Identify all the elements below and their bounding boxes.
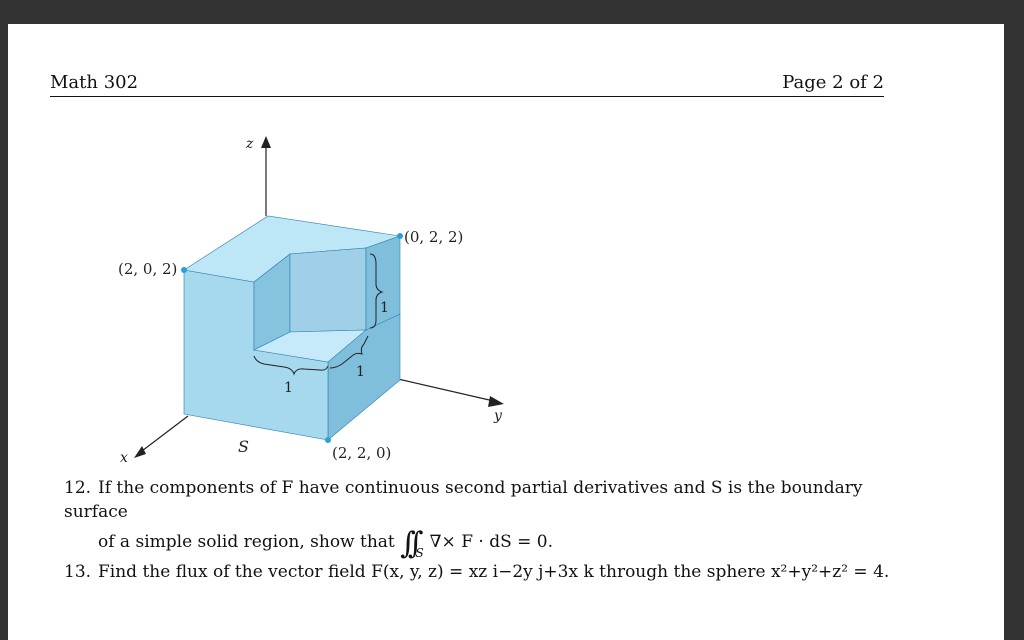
y-axis-arrow: [488, 396, 504, 407]
point-label-bottom: (2, 2, 0): [332, 444, 392, 462]
problem-text-line2: of a simple solid region, show that: [98, 532, 395, 552]
point-bottom: [325, 437, 331, 443]
problem-12: [64, 476, 904, 565]
point-label-top-left: (2, 0, 2): [118, 260, 178, 278]
problem-13: [64, 560, 904, 584]
z-axis-arrow: [261, 136, 271, 148]
document-page: [8, 24, 1004, 640]
y-axis: [398, 379, 498, 402]
page-number: Page 2 of 2: [782, 72, 884, 93]
integral-expression: ∇× F · dS = 0.: [429, 532, 553, 552]
y-axis-label: y: [494, 408, 502, 424]
z-axis-label: z: [246, 136, 254, 152]
x-axis-label: x: [120, 450, 128, 466]
x-axis: [138, 416, 188, 454]
problem-number: 12.: [64, 478, 92, 498]
problem-text-line1: If the components of F have continuous second partial derivatives and S is the boundary surface: [64, 478, 863, 522]
course-title: Math 302: [50, 72, 139, 93]
problem-number: 13.: [64, 562, 92, 582]
solid-region-figure: [98, 124, 538, 474]
problem-text: Find the flux of the vector field F(x, y, z) = xz i−2y j+3x k through the sphere x²+y²+z² = 4.: [98, 562, 890, 582]
dimension-label-bottom-left: 1: [284, 380, 293, 396]
notch-back-wall: [290, 248, 366, 332]
point-label-top-right: (0, 2, 2): [404, 228, 464, 246]
point-top-right: [397, 233, 403, 239]
point-top-left: [181, 267, 187, 273]
double-integral-symbol: ∫∫: [400, 526, 416, 561]
dimension-label-bottom-right: 1: [356, 364, 365, 380]
dimension-label-vertical: 1: [380, 300, 389, 316]
header-divider: [50, 96, 884, 97]
x-axis-arrow: [134, 446, 146, 458]
surface-label: S: [238, 437, 249, 456]
integral-subscript: S: [415, 546, 424, 560]
